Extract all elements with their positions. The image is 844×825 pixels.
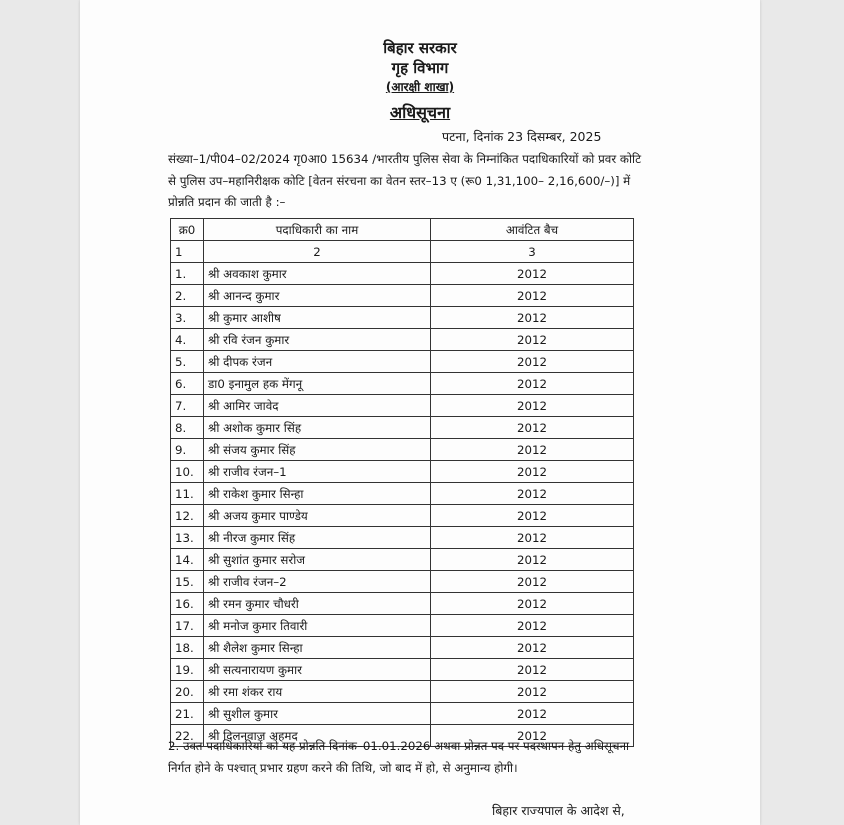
row-name: श्री सुशील कुमार bbox=[204, 703, 431, 725]
row-name: श्री राकेश कुमार सिन्हा bbox=[204, 483, 431, 505]
row-batch: 2012 bbox=[431, 725, 634, 747]
row-batch: 2012 bbox=[431, 527, 634, 549]
table-numbering-row bbox=[171, 241, 634, 263]
row-sno: 7. bbox=[171, 395, 204, 417]
row-name: श्री संजय कुमार सिंह bbox=[204, 439, 431, 461]
row-name: श्री अवकाश कुमार bbox=[204, 263, 431, 285]
row-batch: 2012 bbox=[431, 659, 634, 681]
table-row bbox=[171, 483, 634, 505]
row-batch: 2012 bbox=[431, 439, 634, 461]
table-row bbox=[171, 395, 634, 417]
row-batch: 2012 bbox=[431, 571, 634, 593]
row-name: श्री आनन्द कुमार bbox=[204, 285, 431, 307]
row-sno: 19. bbox=[171, 659, 204, 681]
row-sno: 4. bbox=[171, 329, 204, 351]
row-sno: 8. bbox=[171, 417, 204, 439]
table-row bbox=[171, 329, 634, 351]
row-batch: 2012 bbox=[431, 461, 634, 483]
row-name: श्री मनोज कुमार तिवारी bbox=[204, 615, 431, 637]
govt-title: बिहार सरकार bbox=[383, 39, 457, 57]
row-name: डा0 इनामुल हक मेंगनू bbox=[204, 373, 431, 395]
row-batch: 2012 bbox=[431, 549, 634, 571]
reference-paragraph: संख्या–1/पी04–02/2024 गृ0आ0 15634 /भारतीय पुलिस सेवा के निम्नांकित पदाधिकारियों को प्रवर कोटि से पुलिस उप–महानिरीक्षक कोटि [वेतन संरचना का वेतन स्तर–13 ए (रू0 1,31,100– 2,16,600/–)] में प्रोन्नति प्रदान की जाती है :– bbox=[168, 152, 642, 209]
table-header-row bbox=[171, 219, 634, 241]
row-sno: 14. bbox=[171, 549, 204, 571]
branch-title: (आरक्षी शाखा) bbox=[385, 80, 455, 94]
row-name: श्री अजय कुमार पाण्डेय bbox=[204, 505, 431, 527]
row-sno: 16. bbox=[171, 593, 204, 615]
row-name: श्री नीरज कुमार सिंह bbox=[204, 527, 431, 549]
row-name: श्री रमन कुमार चौधरी bbox=[204, 593, 431, 615]
row-name: श्री शैलेश कुमार सिन्हा bbox=[204, 637, 431, 659]
col-header-name: पदाधिकारी का नाम bbox=[204, 219, 431, 241]
row-sno: 6. bbox=[171, 373, 204, 395]
table-row bbox=[171, 461, 634, 483]
col-number-1: 1 bbox=[171, 241, 204, 263]
row-name: श्री आमिर जावेद bbox=[204, 395, 431, 417]
row-batch: 2012 bbox=[431, 615, 634, 637]
table-row bbox=[171, 263, 634, 285]
table-row bbox=[171, 615, 634, 637]
row-sno: 5. bbox=[171, 351, 204, 373]
row-batch: 2012 bbox=[431, 285, 634, 307]
table-row bbox=[171, 417, 634, 439]
row-sno: 20. bbox=[171, 681, 204, 703]
table-row bbox=[171, 593, 634, 615]
row-batch: 2012 bbox=[431, 329, 634, 351]
promotion-table bbox=[170, 218, 634, 747]
row-sno: 1. bbox=[171, 263, 204, 285]
row-name: श्री राजीव रंजन–2 bbox=[204, 571, 431, 593]
row-name: श्री सत्यनारायण कुमार bbox=[204, 659, 431, 681]
signature-line: बिहार राज्यपाल के आदेश से, bbox=[492, 803, 625, 818]
row-sno: 2. bbox=[171, 285, 204, 307]
row-sno: 15. bbox=[171, 571, 204, 593]
row-sno: 21. bbox=[171, 703, 204, 725]
department-title: गृह विभाग bbox=[391, 59, 449, 77]
table-row bbox=[171, 307, 634, 329]
row-name: श्री दिलनवाज अहमद bbox=[204, 725, 431, 747]
col-number-2: 2 bbox=[204, 241, 431, 263]
col-header-batch: आवंटित बैच bbox=[431, 219, 634, 241]
notification-title: अधिसूचना bbox=[389, 103, 451, 122]
table-row bbox=[171, 373, 634, 395]
table-row bbox=[171, 527, 634, 549]
col-header-sno: क्र0 bbox=[171, 219, 204, 241]
row-batch: 2012 bbox=[431, 703, 634, 725]
row-batch: 2012 bbox=[431, 637, 634, 659]
row-sno: 12. bbox=[171, 505, 204, 527]
row-sno: 11. bbox=[171, 483, 204, 505]
row-name: श्री रमा शंकर राय bbox=[204, 681, 431, 703]
row-name: श्री रवि रंजन कुमार bbox=[204, 329, 431, 351]
table-row bbox=[171, 351, 634, 373]
row-name: श्री अशोक कुमार सिंह bbox=[204, 417, 431, 439]
col-number-3: 3 bbox=[431, 241, 634, 263]
row-batch: 2012 bbox=[431, 263, 634, 285]
row-batch: 2012 bbox=[431, 681, 634, 703]
row-sno: 17. bbox=[171, 615, 204, 637]
row-batch: 2012 bbox=[431, 483, 634, 505]
row-batch: 2012 bbox=[431, 307, 634, 329]
row-name: श्री सुशांत कुमार सरोज bbox=[204, 549, 431, 571]
row-batch: 2012 bbox=[431, 351, 634, 373]
row-sno: 3. bbox=[171, 307, 204, 329]
row-sno: 22. bbox=[171, 725, 204, 747]
row-batch: 2012 bbox=[431, 417, 634, 439]
table-row bbox=[171, 703, 634, 725]
row-sno: 18. bbox=[171, 637, 204, 659]
table-row bbox=[171, 505, 634, 527]
row-name: श्री कुमार आशीष bbox=[204, 307, 431, 329]
row-batch: 2012 bbox=[431, 505, 634, 527]
row-name: श्री दीपक रंजन bbox=[204, 351, 431, 373]
paragraph-2: 2. उक्त पदाधिकारियों को यह प्रोन्नति दिनांक–01.01.2026 अथवा प्रोन्नत पद पर पदस्थापन हेतु अधिसूचना निर्गत होने के पश्चात् प्रभार ग्रहण करने की तिथि, जो बाद में हो, से अनुमान्य होगी। bbox=[168, 739, 630, 775]
table-row bbox=[171, 681, 634, 703]
row-sno: 9. bbox=[171, 439, 204, 461]
row-sno: 10. bbox=[171, 461, 204, 483]
row-batch: 2012 bbox=[431, 395, 634, 417]
row-batch: 2012 bbox=[431, 373, 634, 395]
table-row bbox=[171, 659, 634, 681]
table-row bbox=[171, 285, 634, 307]
row-name: श्री राजीव रंजन–1 bbox=[204, 461, 431, 483]
document-page bbox=[80, 0, 760, 825]
dateline: पटना, दिनांक 23 दिसम्बर, 2025 bbox=[442, 129, 602, 144]
row-batch: 2012 bbox=[431, 593, 634, 615]
table-row bbox=[171, 549, 634, 571]
table-row bbox=[171, 571, 634, 593]
table-row bbox=[171, 439, 634, 461]
row-sno: 13. bbox=[171, 527, 204, 549]
table-row bbox=[171, 637, 634, 659]
